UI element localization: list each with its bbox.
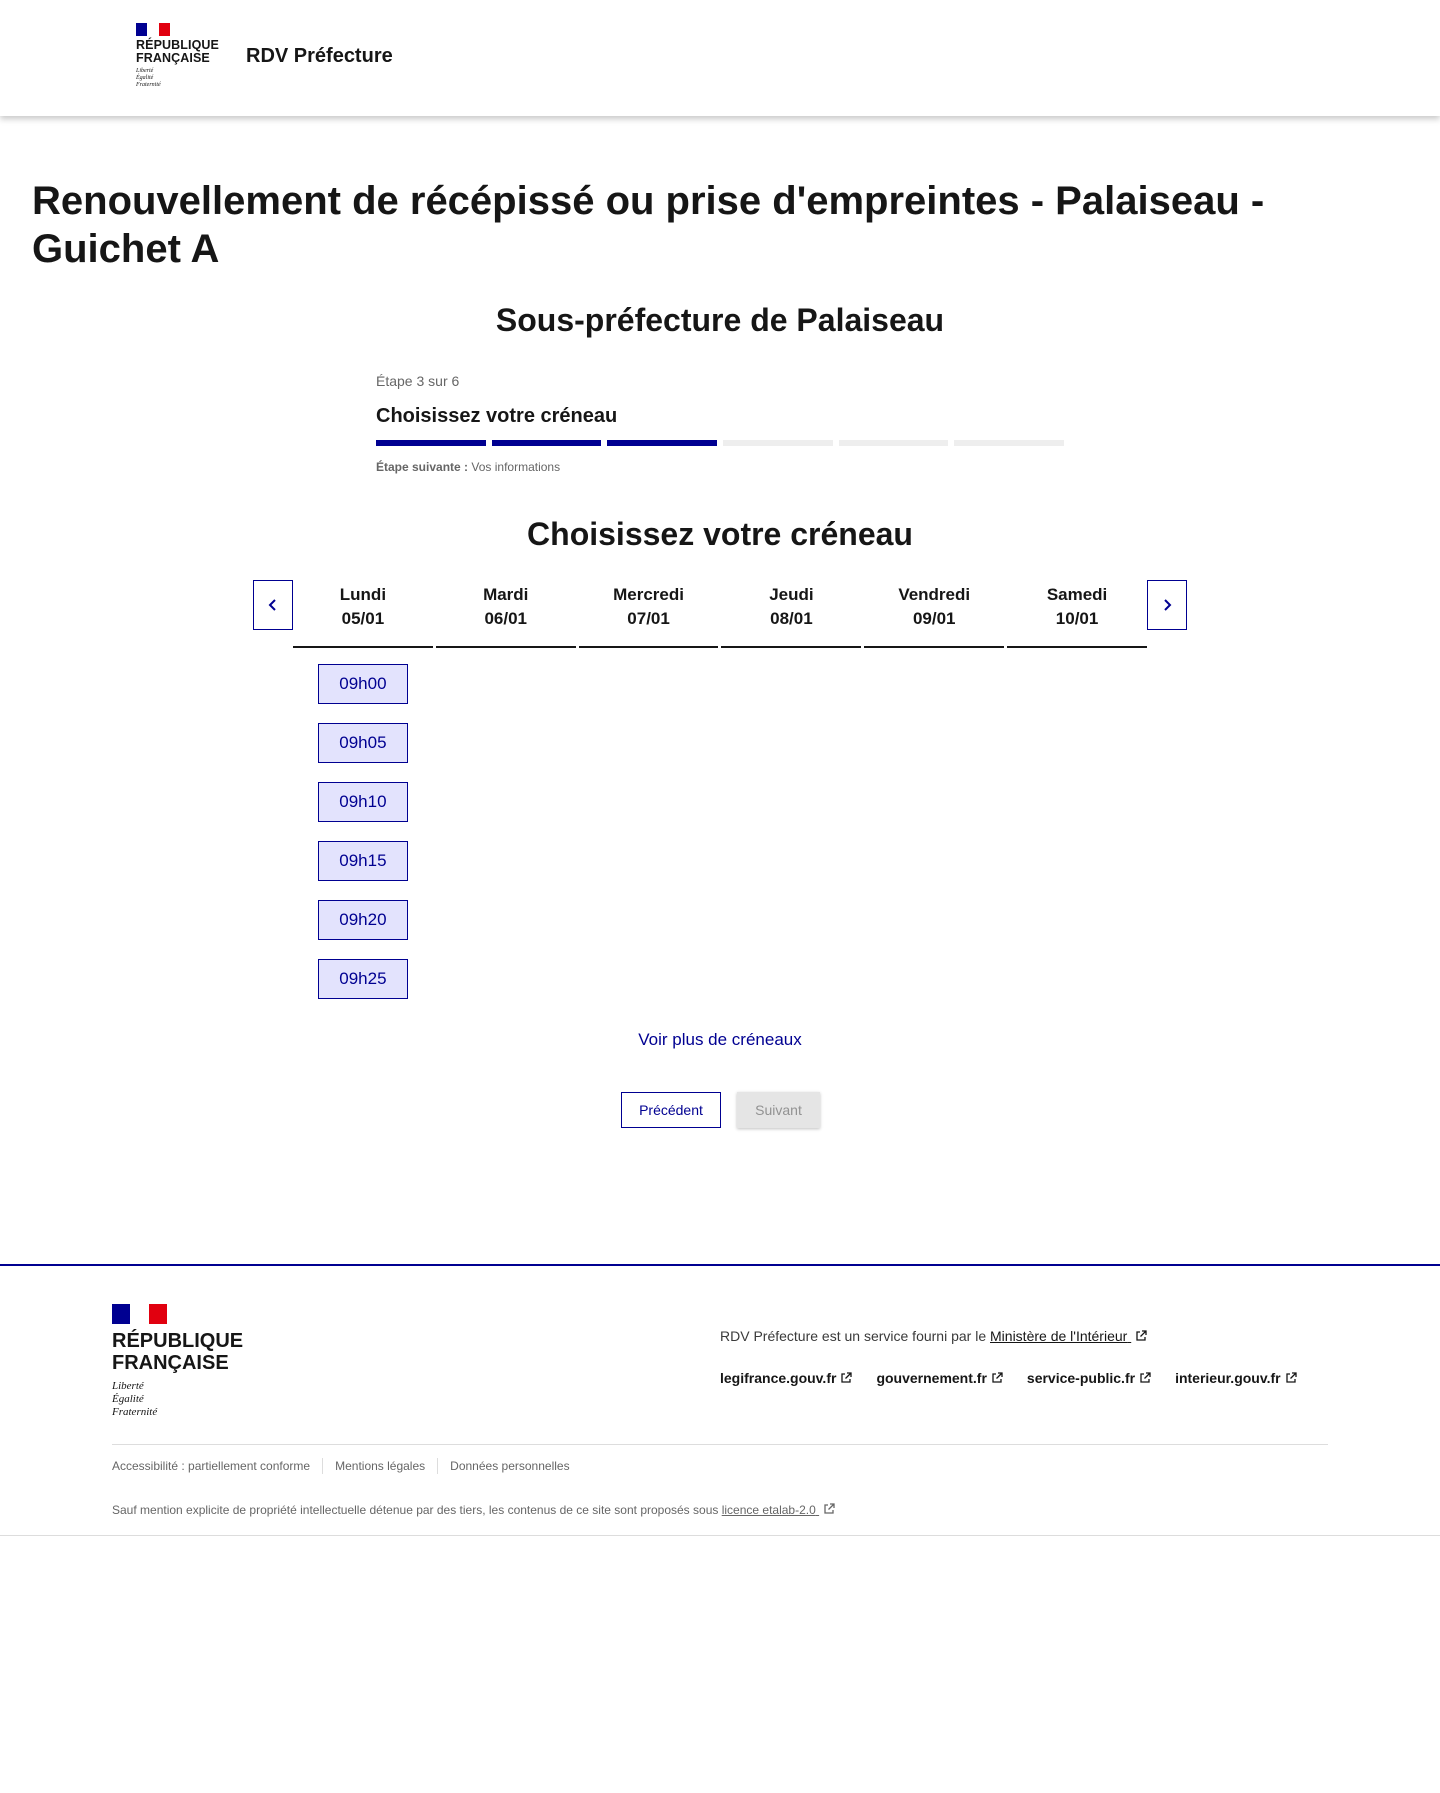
page-title: Renouvellement de récépissé ou prise d'empreintes - Palaiseau - Guichet A — [32, 179, 1265, 271]
footer-motto-liberte: Liberté — [112, 1380, 144, 1392]
license-text: Sauf mention explicite de propriété intellectuelle détenue par des tiers, les contenus de ce site sont proposés sous — [112, 1503, 722, 1517]
step-bar — [607, 440, 717, 446]
republique-francaise-logo[interactable] — [136, 23, 219, 89]
french-flag-icon — [112, 1304, 167, 1324]
day-header — [1007, 580, 1147, 648]
day-column — [293, 580, 433, 999]
day-header — [721, 580, 861, 648]
link-divider — [322, 1458, 323, 1474]
step-bar — [954, 440, 1064, 446]
footer-link[interactable] — [720, 1370, 852, 1386]
motto-fraternite: Fraternité — [136, 82, 161, 88]
footer-motto-fraternite: Fraternité — [112, 1406, 158, 1418]
footer-bottom-link[interactable]: Accessibilité : partiellement conforme — [112, 1459, 311, 1473]
day-column — [864, 580, 1004, 999]
chevron-right-icon — [1160, 598, 1174, 612]
footer-links — [720, 1370, 1297, 1386]
footer-link[interactable] — [1027, 1370, 1151, 1386]
external-link-icon — [991, 1372, 1003, 1384]
footer-bottom-link[interactable]: Données personnelles — [450, 1459, 570, 1473]
time-slot-button[interactable]: 09h00 — [318, 664, 408, 704]
day-name: Vendredi — [898, 585, 971, 604]
footer-bottom-link[interactable]: Mentions légales — [335, 1459, 426, 1473]
next-step-value: Vos informations — [471, 460, 561, 474]
step-progress-bars — [376, 440, 1064, 446]
license-link-label: licence etalab-2.0 — [721, 1503, 816, 1517]
day-name: Samedi — [1046, 585, 1108, 604]
previous-week-button[interactable] — [253, 580, 293, 630]
motto-egalite: Égalité — [136, 75, 154, 81]
link-divider — [437, 1458, 438, 1474]
day-column — [436, 580, 576, 999]
day-date: 07/01 — [627, 609, 670, 628]
ministry-link[interactable] — [990, 1328, 1147, 1344]
license-link[interactable] — [722, 1503, 835, 1517]
prefecture-subtitle: Sous-préfecture de Palaiseau — [495, 302, 945, 338]
service-title[interactable]: RDV Préfecture — [246, 45, 393, 67]
day-slots — [1007, 648, 1147, 664]
day-slots — [436, 648, 576, 664]
footer-link[interactable] — [1175, 1370, 1297, 1386]
logo-text — [136, 38, 219, 65]
footer-divider — [112, 1444, 1328, 1445]
calendar-days — [293, 580, 1147, 999]
external-link-icon — [1285, 1372, 1297, 1384]
day-date: 10/01 — [1055, 609, 1099, 628]
next-button: Suivant — [737, 1092, 820, 1128]
day-header — [293, 580, 433, 648]
footer-logo-line-1: RÉPUBLIQUE — [112, 1330, 244, 1352]
motto-liberte: Liberté — [136, 68, 154, 74]
next-step-label: Étape suivante : — [376, 460, 469, 474]
step-bar — [723, 440, 833, 446]
time-slot-button[interactable]: 09h10 — [318, 782, 408, 822]
footer-link[interactable] — [876, 1370, 1002, 1386]
step-state: Étape 3 sur 6 — [376, 373, 460, 389]
time-slot-button[interactable]: 09h05 — [318, 723, 408, 763]
ministry-link-label: Ministère de l'Intérieur — [990, 1328, 1128, 1344]
footer-logo-line-2: FRANÇAISE — [112, 1352, 229, 1374]
day-header — [864, 580, 1004, 648]
external-link-icon — [840, 1372, 852, 1384]
footer-link-label: gouvernement.fr — [876, 1370, 987, 1386]
footer-logo-text — [112, 1330, 243, 1374]
external-link-icon — [823, 1503, 835, 1515]
step-bar — [492, 440, 602, 446]
footer-bottom-links — [112, 1458, 570, 1474]
footer-motto-egalite: Égalité — [112, 1393, 144, 1405]
site-header — [0, 0, 1440, 116]
day-slots — [579, 648, 719, 664]
day-column — [721, 580, 861, 999]
day-slots — [721, 648, 861, 664]
next-week-button[interactable] — [1147, 580, 1187, 630]
footer-description-text: RDV Préfecture est un service fourni par le — [720, 1328, 991, 1344]
step-bar — [839, 440, 949, 446]
next-step — [376, 460, 1064, 474]
footer-link-label: legifrance.gouv.fr — [720, 1370, 837, 1386]
day-slots — [293, 648, 433, 999]
time-slot-button[interactable]: 09h15 — [318, 841, 408, 881]
time-slot-button[interactable]: 09h25 — [318, 959, 408, 999]
day-header — [579, 580, 719, 648]
previous-button[interactable]: Précédent — [621, 1092, 721, 1128]
site-footer — [0, 1264, 1440, 1536]
slots-title: Choisissez votre créneau — [527, 516, 913, 552]
day-header — [436, 580, 576, 648]
day-name: Jeudi — [769, 585, 814, 604]
step-current-title: Choisissez votre créneau — [376, 405, 618, 427]
footer-link-label: interieur.gouv.fr — [1175, 1370, 1281, 1386]
day-date: 06/01 — [484, 609, 528, 628]
logo-line-1: RÉPUBLIQUE — [136, 38, 219, 52]
footer-republique-francaise-logo[interactable] — [112, 1304, 243, 1419]
day-slots — [864, 648, 1004, 664]
french-flag-icon — [136, 23, 170, 36]
logo-line-2: FRANÇAISE — [136, 51, 210, 65]
day-date: 05/01 — [341, 609, 385, 628]
footer-logo-motto — [112, 1380, 243, 1419]
footer-link-label: service-public.fr — [1026, 1370, 1136, 1386]
day-name: Mardi — [483, 585, 529, 604]
license-notice — [112, 1503, 835, 1517]
stepper — [376, 372, 1064, 474]
more-slots-link[interactable]: Voir plus de créneaux — [638, 1030, 802, 1049]
day-column — [579, 580, 719, 999]
day-date: 08/01 — [770, 609, 813, 628]
step-bar — [376, 440, 486, 446]
day-name: Mercredi — [613, 585, 684, 604]
external-link-icon — [1139, 1372, 1151, 1384]
day-column — [1007, 580, 1147, 999]
day-name: Lundi — [339, 585, 387, 604]
external-link-icon — [1135, 1330, 1147, 1342]
chevron-left-icon — [266, 598, 280, 612]
time-slot-button[interactable]: 09h20 — [318, 900, 408, 940]
logo-motto — [136, 68, 216, 89]
footer-description — [720, 1328, 1147, 1344]
day-date: 09/01 — [912, 609, 956, 628]
